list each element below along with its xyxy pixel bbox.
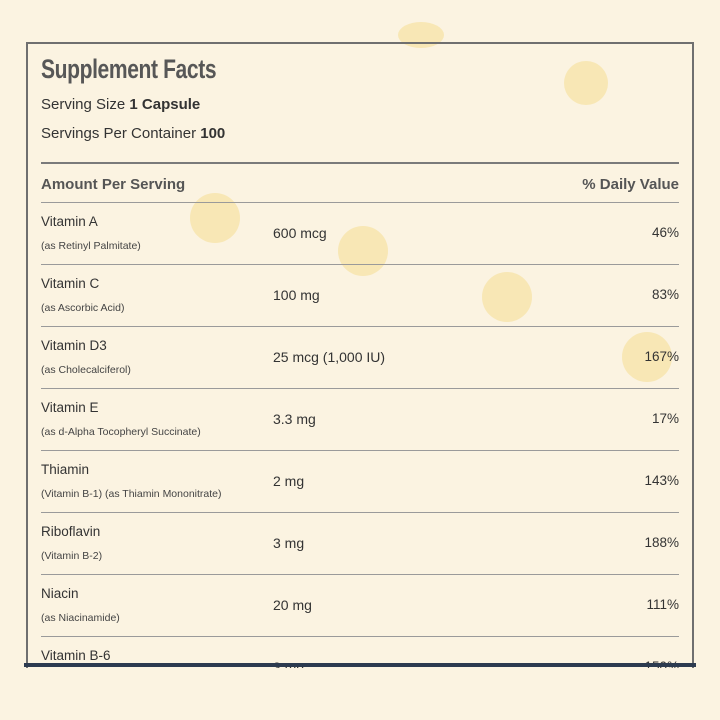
nutrient-daily-value: 46% (651, 225, 679, 240)
nutrient-daily-value: 167% (644, 349, 679, 364)
serving-size-value: 1 Capsule (129, 96, 201, 113)
nutrient-daily-value: 17% (651, 411, 679, 426)
nutrient-daily-value: 111% (646, 597, 679, 612)
table-row (41, 326, 679, 388)
nutrient-name: Vitamin E (41, 400, 99, 415)
nutrient-source: (Vitamin B-2) (41, 550, 103, 562)
nutrient-source: (as Niacinamide) (41, 612, 120, 624)
nutrient-name: Vitamin B-6 (41, 648, 111, 663)
table-row (41, 450, 679, 512)
nutrient-name: Riboflavin (41, 524, 101, 539)
nutrient-amount: 2 mg (273, 473, 305, 489)
panel-title: Supplement Facts (41, 54, 217, 84)
nutrient-amount: 3.3 mg (273, 411, 316, 427)
table-row (41, 202, 679, 264)
nutrient-source: (as Ascorbic Acid) (41, 302, 125, 314)
table-row (41, 512, 679, 574)
nutrient-source: (as Cholecalciferol) (41, 364, 131, 376)
daily-value-header: % Daily Value (582, 176, 679, 193)
nutrient-amount: 25 mcg (1,000 IU) (273, 349, 386, 365)
nutrient-amount: 600 mcg (273, 225, 327, 241)
nutrient-daily-value: 188% (644, 535, 679, 550)
serving-size (41, 96, 200, 113)
nutrient-table (41, 202, 679, 668)
table-row (41, 574, 679, 636)
servings-per-container-value: 100 (200, 125, 226, 142)
nutrient-name: Vitamin C (41, 276, 100, 291)
nutrient-name: Niacin (41, 586, 79, 601)
serving-size-label: Serving Size (41, 96, 126, 113)
nutrient-amount: 3 mg (273, 535, 305, 551)
nutrient-daily-value: 83% (651, 287, 679, 302)
table-row (41, 264, 679, 326)
table-row (41, 388, 679, 450)
servings-per-container-label: Servings Per Container (41, 125, 197, 142)
nutrient-name: Vitamin A (41, 214, 98, 229)
nutrient-name: Thiamin (41, 462, 90, 477)
header-divider (41, 162, 679, 164)
nutrient-amount: 100 mg (273, 287, 320, 303)
nutrient-source: (Vitamin B-1) (as Thiamin Mononitrate) (41, 488, 222, 500)
servings-per-container (41, 125, 225, 142)
nutrient-amount: 20 mg (273, 597, 312, 613)
nutrient-name: Vitamin D3 (41, 338, 107, 353)
nutrient-daily-value: 143% (644, 473, 679, 488)
nutrient-source: (as d-Alpha Tocopheryl Succinate) (41, 426, 201, 438)
amount-per-serving-header: Amount Per Serving (41, 176, 186, 193)
bottom-divider (24, 663, 696, 667)
supplement-facts-panel (26, 42, 694, 668)
nutrient-source: (as Retinyl Palmitate) (41, 240, 141, 252)
